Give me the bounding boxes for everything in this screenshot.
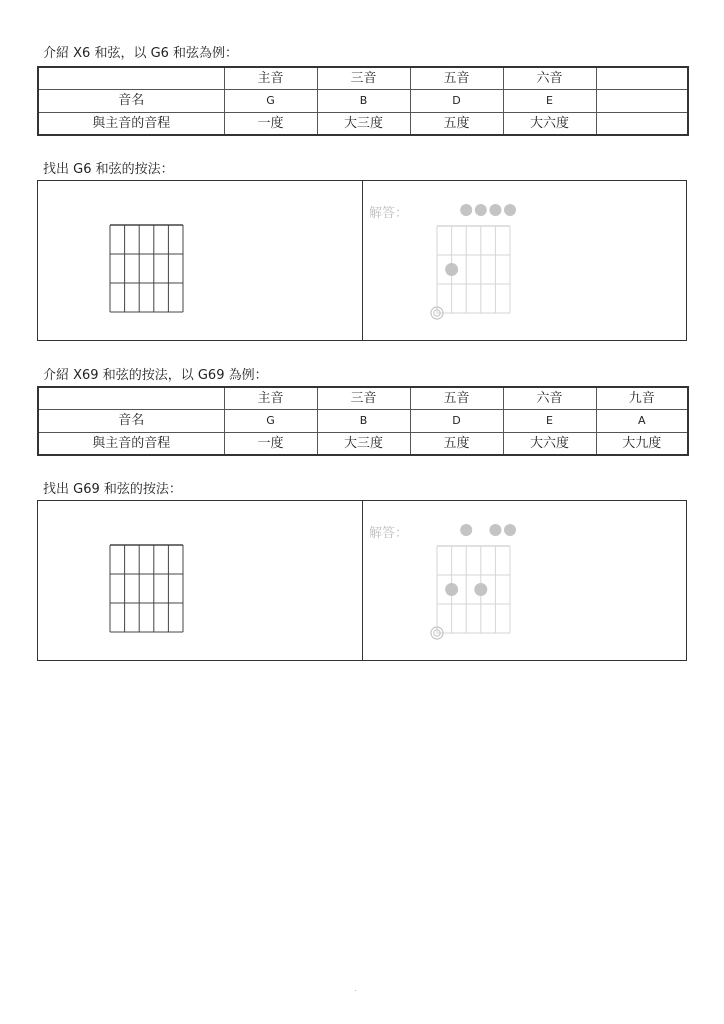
answer-label: 解答： [369,526,409,541]
open-string-marker [475,204,487,216]
finger-dot [474,583,487,596]
open-string-marker [460,524,472,536]
table-header-row [38,67,688,90]
table-cell: A [596,410,688,432]
table-header-cell: 三音 [317,67,410,90]
g69-notes-table [37,386,689,456]
table-cell: 五度 [410,112,503,135]
table-cell: 大三度 [317,432,410,455]
table-cell: 大六度 [503,112,596,135]
table-header-cell: 主音 [224,67,317,90]
open-string-marker [504,524,516,536]
table-cell: 大九度 [596,432,688,455]
section-1-title: 介紹 X6 和弦，以 G6 和弦為例： [43,46,239,61]
table-cell: B [317,90,410,112]
table-row [38,410,688,432]
table-row-label: 與主音的音程 [38,432,224,455]
table-cell: G [224,90,317,112]
finger-dot [445,583,458,596]
table-header-cell: 五音 [410,387,503,410]
g6-notes-table [37,66,689,136]
section-2-title: 找出 G6 和弦的按法： [43,162,174,177]
table-cell: 一度 [224,112,317,135]
table-header-cell: 九音 [596,387,688,410]
table-header-cell: 五音 [410,67,503,90]
table-header-cell [596,67,688,90]
table-header-cell: 三音 [317,387,410,410]
blank-fretboard-diagram [109,544,183,633]
blank-fretboard-diagram [109,224,183,313]
finger-dot [445,263,458,276]
open-string-marker [489,204,501,216]
table-row [38,112,688,135]
table-header-cell: 主音 [224,387,317,410]
table-cell: B [317,410,410,432]
table-cell: G [224,410,317,432]
table-row-label: 與主音的音程 [38,112,224,135]
table-header-cell: 六音 [503,387,596,410]
section-4-title: 找出 G69 和弦的按法： [43,482,182,497]
table-header-row [38,387,688,410]
table-cell [596,112,688,135]
table-cell: E [503,90,596,112]
open-string-marker [489,524,501,536]
g69-exercise-box [37,500,687,661]
table-cell: D [410,90,503,112]
table-header-cell [38,387,224,410]
table-cell [596,90,688,112]
g69-answer-chord-diagram [423,520,523,635]
section-3-title: 介紹 X69 和弦的按法，以 G69 為例： [43,368,268,383]
table-cell: D [410,410,503,432]
table-row [38,90,688,112]
box-divider [362,181,363,340]
table-header-cell [38,67,224,90]
table-row-label: 音名 [38,410,224,432]
open-string-marker [504,204,516,216]
table-cell: E [503,410,596,432]
box-divider [362,501,363,660]
table-row-label: 音名 [38,90,224,112]
table-cell: 大三度 [317,112,410,135]
table-row [38,432,688,455]
g6-exercise-box [37,180,687,341]
table-cell: 一度 [224,432,317,455]
table-cell: 大六度 [503,432,596,455]
open-string-marker [460,204,472,216]
table-header-cell: 六音 [503,67,596,90]
answer-label: 解答： [369,206,409,221]
table-cell: 五度 [410,432,503,455]
g6-answer-chord-diagram [423,200,523,315]
footer-mark: . [354,984,357,993]
